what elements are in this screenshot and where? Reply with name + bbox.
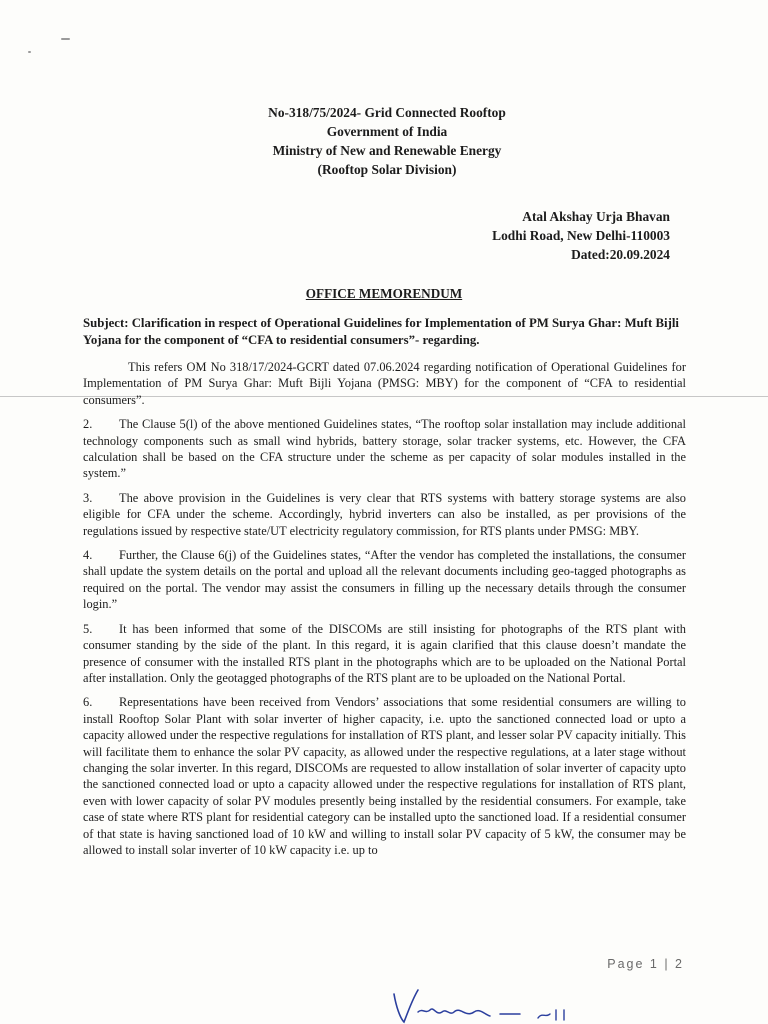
paragraph-number: 5. <box>83 621 93 636</box>
paragraph <box>83 490 686 539</box>
paragraph-text: Further, the Clause 6(j) of the Guidelines states, “After the vendor has completed the installations, the consumer shall update the system details on the portal and upload all the relevant documents including geo-tagged photographs as required on the portal. The vendor may assist the consumers in filling up the necessary details through the consumer login.” <box>83 548 686 612</box>
paragraph <box>83 416 686 482</box>
address-line-2: Lodhi Road, New Delhi-110003 <box>492 228 670 243</box>
paragraph-text: The Clause 5(l) of the above mentioned Guidelines states, “The rooftop solar installation may include additional technology components such as small wind hybrids, battery storage, solar tracker systems, etc. However, the CFA calculation shall be based on the CFA structure under the scheme as per capacity of solar modules installed in the system.” <box>83 417 686 481</box>
memo-title: OFFICE MEMORENDUM <box>305 286 463 301</box>
subject-line: Subject: Clarification in respect of Operational Guidelines for Implementation of PM Surya Ghar: Muft Bijli Yojana for the component of “CFA to residential consumers”- regarding. <box>83 316 679 347</box>
paragraph-number: 6. <box>83 695 93 710</box>
paragraph-text: Representations have been received from Vendors’ associations that some residential consumers are willing to install Rooftop Solar Plant with solar inverter of higher capacity, i.e. upto the sanctioned connected load or upto a capacity allowed under the respective regulations for installation of RTS plant, and lesser solar PV capacity initially. This will facilitate them to enhance the solar PV capacity, as allowed under the respective regulations, at a later stage without changing the solar inverter. In this regard, DISCOMs are requested to allow installation of solar inverter of capacity upto the sanctioned connected load or upto a capacity allowed under the respective regulations for installation of RTS plant, even with lower capacity of solar PV modules presently being installed by the residential consumers. For example, take case of state where RTS plant for residential category can be installed upto the sanctioned load. If a residential consumer of that state is having sanctioned load of 10 kW and willing to install solar PV capacity of 5 kW, the consumer may be allowed to install solar inverter of 10 kW capacity i.e. up to <box>83 695 686 857</box>
paragraph-number: 3. <box>83 490 93 505</box>
org-division: (Rooftop Solar Division) <box>317 162 457 177</box>
paragraph-text: The above provision in the Guidelines is very clear that RTS systems with battery storage systems are also eligible for CFA under the scheme. Accordingly, hybrid inverters can also be installed, as per provisions of the regulations issued by respective state/UT electricity regulatory commission, for RTS plants under PMSG: MBY. <box>83 490 686 538</box>
paragraph-number: 4. <box>83 548 93 563</box>
paragraph <box>83 621 686 687</box>
page-number: Page 1 | 2 <box>607 957 684 971</box>
paragraph-text: It has been informed that some of the DISCOMs are still insisting for photographs of the RTS plant with consumer standing by the side of the plant. In this regard, it is again clarified that this clause doesn’t mandate the presence of consumer with the installed RTS plant in the photographs which are to be uploaded on the National Portal after installation. Only the geotagged photographs of the RTS plant are to be uploaded on the National Portal. <box>83 621 686 685</box>
scan-speck <box>28 51 31 53</box>
file-reference: No-318/75/2024- Grid Connected Rooftop <box>268 105 506 120</box>
scan-speck <box>61 38 70 40</box>
handwritten-signature-icon <box>388 988 588 1024</box>
document-header <box>0 103 768 179</box>
paragraph <box>83 547 686 613</box>
paragraph-number: 2. <box>83 417 93 432</box>
paragraph <box>83 694 686 858</box>
org-ministry: Ministry of New and Renewable Energy <box>272 143 502 158</box>
date-line: Dated:20.09.2024 <box>571 247 670 262</box>
address-block <box>492 207 670 264</box>
paragraph-text: This refers OM No 318/17/2024-GCRT dated 07.06.2024 regarding notification of Operational Guidelines for Implementation of PM Surya Ghar: Muft Bijli Yojana (PMSG: MBY) for the component of “CFA to residential consumers”. <box>83 360 686 407</box>
address-line-1: Atal Akshay Urja Bhavan <box>522 209 670 224</box>
paragraph <box>83 359 686 408</box>
org-government: Government of India <box>326 124 448 139</box>
document-body <box>83 359 686 866</box>
